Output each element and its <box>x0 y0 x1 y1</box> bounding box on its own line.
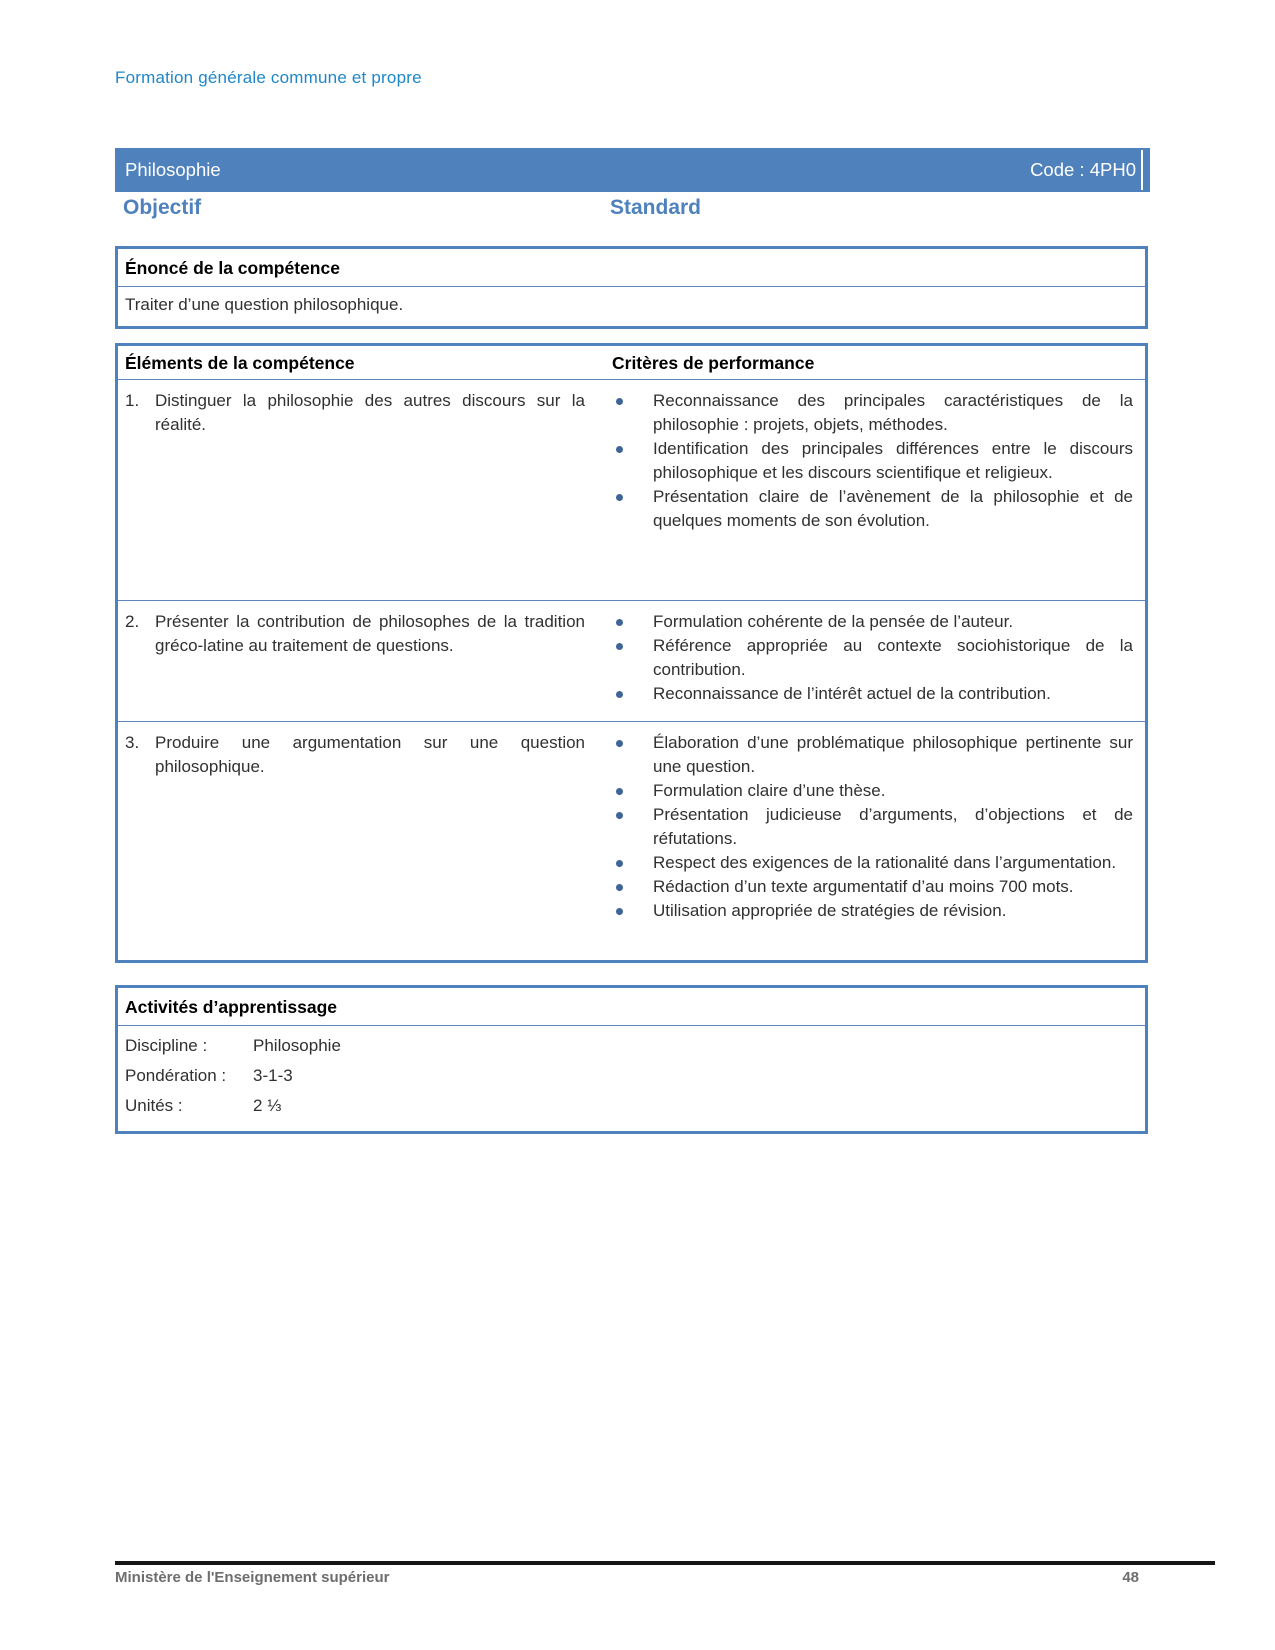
criteria-text: Formulation claire d’une thèse. <box>653 781 886 800</box>
criteria-list <box>605 722 1145 960</box>
criteria-text: Présentation judicieuse d’arguments, d’objections et de réfutations. <box>653 805 1133 848</box>
criteria-text: Formulation cohérente de la pensée de l’auteur. <box>653 612 1014 631</box>
bullet-icon <box>616 446 623 453</box>
bullet-icon <box>616 908 623 915</box>
criteria-text: Rédaction d’un texte argumentatif d’au moins 700 mots. <box>653 877 1074 896</box>
enonce-box <box>115 246 1148 329</box>
course-title: Philosophie <box>125 159 221 180</box>
course-header-bar <box>115 148 1150 192</box>
activities-box <box>115 985 1148 1134</box>
criteria-item <box>605 610 1133 634</box>
criteria-text: Élaboration d’une problématique philosophique pertinente sur une question. <box>653 733 1133 776</box>
table-header-row <box>118 346 1145 380</box>
field-value: 2 ⅓ <box>253 1096 282 1115</box>
criteria-list <box>605 601 1145 721</box>
standard-heading: Standard <box>610 196 702 219</box>
bullet-icon <box>616 691 623 698</box>
page-number: 48 <box>1122 1569 1139 1586</box>
field-ponderation <box>125 1061 1137 1091</box>
criteria-item <box>605 682 1133 706</box>
bullet-icon <box>616 619 623 626</box>
bullet-icon <box>616 494 623 501</box>
bullet-icon <box>616 398 623 405</box>
table-header-criteres: Critères de performance <box>612 353 815 373</box>
criteria-item <box>605 803 1133 851</box>
criteria-text: Référence appropriée au contexte sociohistorique de la contribution. <box>653 636 1133 679</box>
objectif-heading: Objectif <box>123 196 202 219</box>
row-number: 3. <box>125 733 140 752</box>
criteria-text: Respect des exigences de la rationalité dans l’argumentation. <box>653 853 1117 872</box>
criteria-item <box>605 485 1133 533</box>
enonce-content: Traiter d’une question philosophique. <box>125 295 404 314</box>
field-discipline <box>125 1031 1137 1061</box>
row-number: 2. <box>125 612 140 631</box>
footer-ministry: Ministère de l'Enseignement supérieur <box>115 1569 390 1586</box>
enonce-header: Énoncé de la compétence <box>118 249 1145 287</box>
element-cell <box>118 380 605 600</box>
bullet-icon <box>616 860 623 867</box>
field-value: 3-1-3 <box>253 1066 293 1085</box>
element-text: Distinguer la philosophie des autres discours sur la réalité. <box>155 391 585 434</box>
bullet-icon <box>616 788 623 795</box>
course-code: Code : 4PH0 <box>1030 159 1136 180</box>
activities-header: Activités d’apprentissage <box>118 988 1145 1026</box>
text-cursor-artifact <box>1141 150 1143 190</box>
table-row <box>118 601 1145 722</box>
footer-rule <box>115 1561 1215 1565</box>
criteria-list <box>605 380 1145 600</box>
criteria-item <box>605 899 1133 923</box>
activities-content <box>118 1026 1145 1131</box>
row-number: 1. <box>125 391 140 410</box>
page-footer <box>115 1569 1139 1586</box>
field-unites <box>125 1091 1137 1121</box>
element-cell <box>118 601 605 721</box>
criteria-item <box>605 875 1133 899</box>
criteria-text: Présentation claire de l’avènement de la philosophie et de quelques moments de son évolution. <box>653 487 1133 530</box>
bullet-icon <box>616 884 623 891</box>
competence-table <box>115 343 1148 963</box>
criteria-item <box>605 731 1133 779</box>
section-title: Formation générale commune et propre <box>115 68 422 87</box>
table-row <box>118 380 1145 601</box>
criteria-item <box>605 437 1133 485</box>
criteria-text: Utilisation appropriée de stratégies de révision. <box>653 901 1007 920</box>
table-header-elements: Éléments de la compétence <box>125 353 355 373</box>
criteria-item <box>605 779 1133 803</box>
bullet-icon <box>616 740 623 747</box>
criteria-text: Reconnaissance de l’intérêt actuel de la contribution. <box>653 684 1051 703</box>
field-label: Pondération : <box>125 1066 227 1085</box>
criteria-item <box>605 851 1133 875</box>
bullet-icon <box>616 812 623 819</box>
criteria-item <box>605 634 1133 682</box>
element-text: Produire une argumentation sur une question philosophique. <box>155 733 585 776</box>
element-text: Présenter la contribution de philosophes de la tradition gréco-latine au traitement de questions. <box>155 612 585 655</box>
criteria-item <box>605 389 1133 437</box>
bullet-icon <box>616 643 623 650</box>
field-label: Discipline : <box>125 1036 208 1055</box>
table-row <box>118 722 1145 960</box>
criteria-text: Identification des principales différences entre le discours philosophique et les discours scientifique et religieux. <box>653 439 1133 482</box>
criteria-text: Reconnaissance des principales caractéristiques de la philosophie : projets, objets, méthodes. <box>653 391 1133 434</box>
field-value: Philosophie <box>253 1036 341 1055</box>
element-cell <box>118 722 605 960</box>
field-label: Unités : <box>125 1096 183 1115</box>
